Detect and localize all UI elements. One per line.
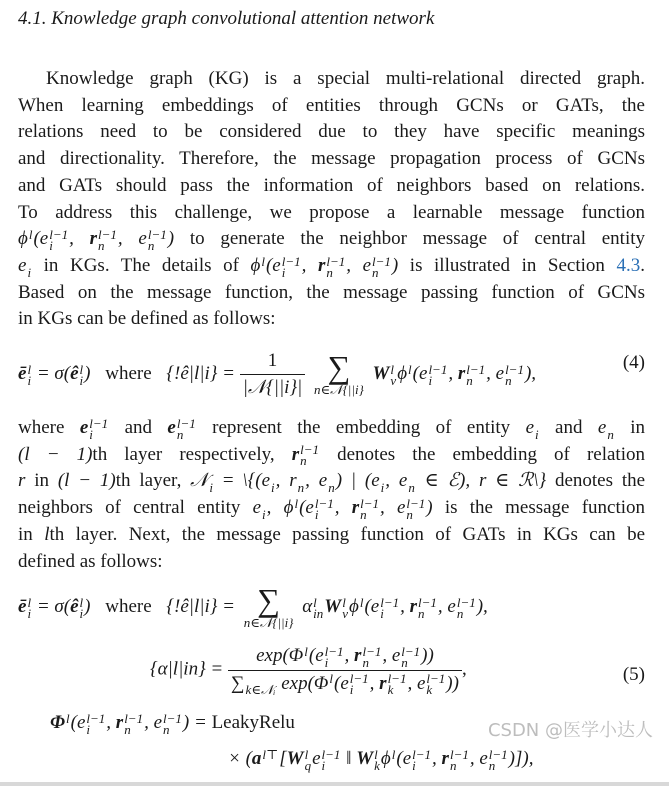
eq5-leakyrelu: LeakyRelu [211, 712, 295, 733]
eq5-frac-den: ∑ k∈𝒩ᵢ exp(Φ l (e l−1 i , r l−1 k , e l−1 k )) [228, 670, 462, 696]
watermark: CSDN @医学小达人 [487, 720, 653, 741]
eq4-where: where [105, 362, 152, 384]
text-line: Knowledge graph (KG) is a special multi-relational directed graph. [46, 68, 645, 89]
eq4-frac-den: |𝒩{||i}| [240, 374, 306, 399]
text-line: relations need to be considered due to they have specific meanings [18, 121, 645, 143]
eq4-frac-num: 1 [267, 350, 278, 371]
sum-limit: n∈𝒩{||i} [243, 615, 294, 630]
text-line: defined as follows: [18, 550, 163, 572]
sum-sign: ∑ [257, 582, 280, 618]
text-line: r in (l − 1)th layer, 𝒩 i = \{(e i , r n , e n ) | (e i , e n ∈ ℰ), r ∈ ℛ\} denotes the [18, 470, 646, 496]
section-link[interactable]: 4.3 [616, 254, 641, 276]
text-line: in KGs can be defined as follows: [18, 308, 276, 330]
sum-limit: n∈𝒩{||i} [314, 382, 364, 397]
eq5-sum [243, 582, 294, 630]
eq4-rhs: W l v ϕ l (e l−1 i , r l−1 n , e l−1 n ), [372, 361, 537, 388]
text-line: where e l−1 i and e l−1 n represent the embedding of entity e i and e n in [18, 415, 646, 442]
eq5-fraction [228, 643, 462, 698]
eq4-fraction [240, 350, 306, 399]
eq5-frac-num: exp(Φ l (e l−1 i , r l−1 n , e l−1 n )) [256, 643, 434, 670]
equation-5-line-2 [150, 643, 467, 698]
text-line: and GATs should pass the information of neighbors based on relations. [18, 174, 645, 196]
eq4-lhs: ē l i = σ(ê l i ) [18, 361, 91, 388]
eq5-rhs: α l in W l v ϕ l (e l−1 i , r l−1 n , e l−1 n ), [302, 594, 488, 621]
equation-number-4: (4) [622, 352, 645, 373]
text-line: Based on the message function, the message passing function of GCNs [18, 281, 645, 303]
equation-number-5: (5) [622, 664, 645, 685]
text-line: e i in KGs. The details of ϕ l (e l−1 i , r l−1 n , e l−1 n ) is illustrated in Section 4.3. [18, 253, 645, 280]
text-line: neighbors of central entity e i , ϕ l (e l−1 i , r l−1 n , e l−1 n ) is the message function [18, 495, 646, 522]
equation-5-line-1 [18, 582, 488, 630]
text-line: ϕ l (e l−1 i , r l−1 n , e l−1 n ) to generate the neighbor message of central entity [18, 226, 646, 253]
text-line: When learning embeddings of entities through GCNs or GATs, the [18, 94, 645, 116]
text-line: and directionality. Therefore, the message propagation process of GCNs [18, 148, 645, 170]
section-title: 4.1. Knowledge graph convolutional attention network [18, 8, 435, 29]
eq4-sum [314, 349, 364, 397]
bottom-divider [0, 782, 669, 786]
equation-5-line-3 [50, 712, 295, 735]
equation-4 [18, 350, 536, 399]
sum-sign: ∑ [327, 349, 351, 385]
text-line: (l − 1)th layer respectively, r l−1 n denotes the embedding of relation [18, 442, 645, 469]
eq5-phi-lhs: Φ l (e l−1 i , r l−1 n , e l−1 n ) = [50, 710, 207, 737]
eq5-lhs: ē l i = σ(ê l i ) [18, 594, 91, 621]
equation-5-line-4: × (a l⊤ [W l q e l−1 i ‖ W l k ϕ l (e l−1 i , r l−1 n , e l−1 n )]), [228, 746, 534, 773]
eq5-alpha-lhs: {α|l|in} = [150, 658, 224, 680]
eq5-comma: , [461, 658, 467, 680]
eq5-rhs-lhs: {!ê|l|i} = [166, 595, 235, 617]
text-line: in lth layer. Next, the message passing function of GATs in KGs can be [18, 523, 645, 545]
eq4-rhs-lhs: {!ê|l|i} = [166, 362, 235, 384]
text-line: To address this challenge, we propose a learnable message function [18, 201, 645, 223]
eq5-where: where [105, 595, 152, 617]
